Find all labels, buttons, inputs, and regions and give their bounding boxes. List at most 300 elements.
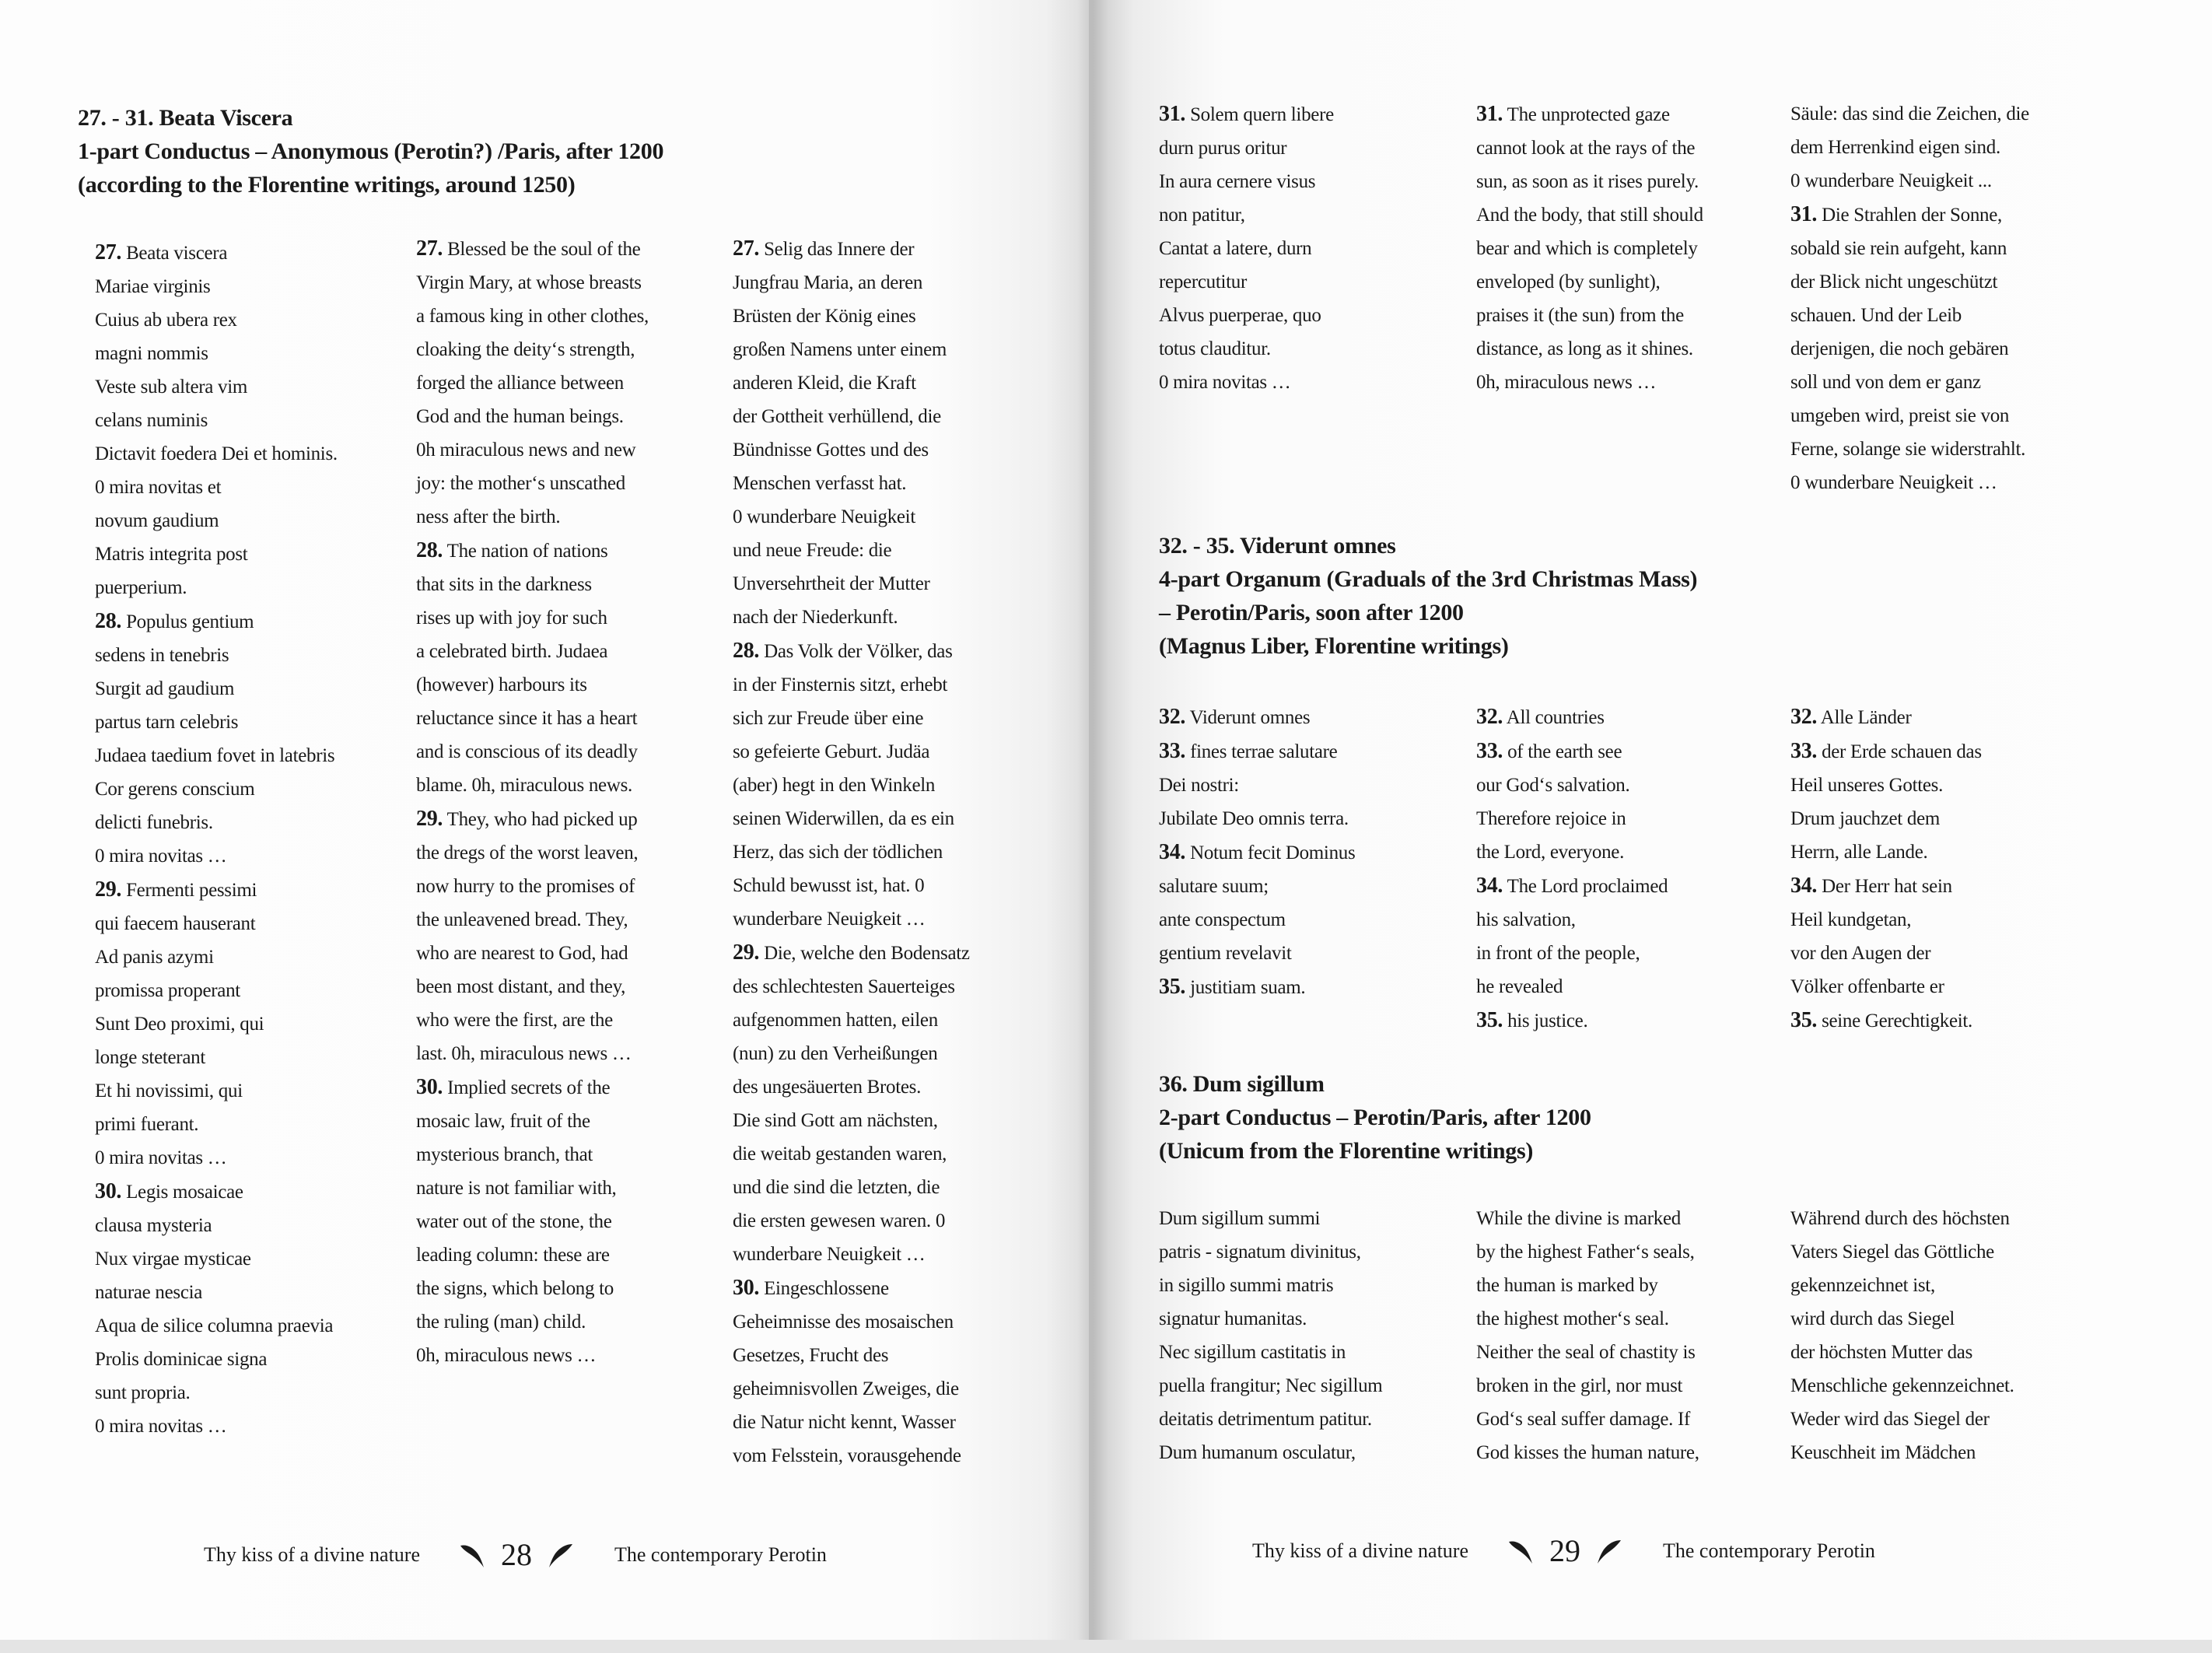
verse-number: 35. — [1159, 975, 1186, 999]
verse-text: Cuius ab ubera rex — [95, 310, 237, 331]
text-line — [1790, 700, 1982, 734]
verse-text: totus clauditur. — [1159, 338, 1271, 359]
text-line — [95, 571, 402, 604]
text-line — [733, 1406, 1040, 1439]
text-line — [1790, 869, 1982, 903]
verse-text: Drum jauchzet dem — [1790, 808, 1941, 829]
heading-line: (according to the Florentine writings, around 1250) — [78, 172, 576, 198]
verse-text: the ruling (man) child. — [416, 1312, 586, 1333]
verse-text: In aura cernere visus — [1159, 171, 1316, 192]
verse-text: anderen Kleid, die Kraft — [733, 373, 916, 394]
text-line — [1476, 97, 1783, 131]
verse-text: Legis mosaicae — [126, 1182, 243, 1203]
verse-text: Heil kundgetan, — [1790, 909, 1912, 930]
text-line — [1159, 198, 1466, 232]
text-line — [733, 970, 1040, 1003]
text-line — [1159, 232, 1466, 265]
verse-text: Fermenti pessimi — [126, 880, 257, 901]
text-line — [1790, 1003, 1982, 1038]
text-line — [733, 299, 1040, 333]
text-line — [416, 400, 723, 433]
text-line — [733, 1070, 1040, 1104]
text-line — [733, 1339, 1040, 1372]
heading-line: 4-part Organum (Graduals of the 3rd Christmas Mass) — [1159, 566, 1698, 592]
verse-text: ante conspectum — [1159, 909, 1286, 930]
text-line — [95, 437, 402, 471]
verse-text: Blessed be the soul of the — [447, 239, 641, 260]
text-line — [416, 635, 723, 668]
text-line — [1790, 1369, 2014, 1403]
verse-text: 0h, miraculous news … — [1476, 372, 1657, 393]
verse-number: 34. — [1476, 874, 1503, 898]
verse-text: 0 mira novitas … — [95, 1416, 227, 1437]
heading-line: 27. - 31. Beata Viscera — [78, 105, 293, 131]
verse-text: der Gottheit verhüllend, die — [733, 406, 941, 427]
verse-text: soll und von dem er ganz — [1790, 372, 1981, 393]
text-line — [1159, 734, 1466, 769]
verse-text: Matris integrita post — [95, 544, 248, 565]
verse-text: Veste sub altera vim — [95, 376, 248, 397]
verse-text: 0 mira novitas et — [95, 477, 222, 498]
verse-text: a celebrated birth. Judaea — [416, 641, 608, 662]
verse-text: God and the human beings. — [416, 406, 624, 427]
page-number: 29 — [1549, 1533, 1580, 1568]
verse-number: 29. — [416, 807, 443, 831]
verse-text: non patitur, — [1159, 205, 1245, 226]
text-line — [1159, 970, 1466, 1004]
verse-text: the unleavened bread. They, — [416, 909, 628, 930]
verse-text: der Erde schauen das — [1822, 741, 1982, 762]
verse-text: qui faecem hauserant — [95, 913, 256, 934]
text-line — [416, 1339, 723, 1372]
verse-text: God kisses the human nature, — [1476, 1442, 1699, 1463]
text-line — [733, 668, 1040, 702]
verse-text: seinen Widerwillen, da es ein — [733, 808, 954, 829]
text-line — [1159, 1369, 1466, 1403]
verse-text: The nation of nations — [446, 541, 608, 562]
english-column-beata-viscera — [416, 232, 723, 1372]
verse-text: by the highest Father‘s seals, — [1476, 1242, 1695, 1263]
verse-text: wunderbare Neuigkeit … — [733, 909, 926, 930]
text-line — [95, 270, 402, 303]
verse-text: deitatis detrimentum patitur. — [1159, 1409, 1372, 1430]
text-line — [1159, 165, 1466, 198]
verse-text: seine Gerechtigkeit. — [1822, 1010, 1972, 1031]
text-line — [733, 735, 1040, 769]
text-line — [1790, 332, 2029, 366]
verse-text: Unversehrtheit der Mutter — [733, 573, 930, 594]
verse-text: der höchsten Mutter das — [1790, 1342, 1973, 1363]
text-line — [1790, 131, 2029, 164]
verse-text: Viderunt omnes — [1189, 707, 1311, 728]
text-line — [95, 236, 402, 270]
verse-text: primi fuerant. — [95, 1114, 199, 1135]
english-column-dum-sigillum — [1476, 1202, 1783, 1469]
text-line — [733, 936, 1040, 970]
verse-number: 35. — [1790, 1008, 1818, 1032]
text-line — [733, 1003, 1040, 1037]
german-column-beata-viscera — [733, 232, 1040, 1473]
verse-text: Populus gentium — [126, 611, 254, 632]
text-line — [1159, 1336, 1466, 1369]
verse-text: in sigillo summi matris — [1159, 1275, 1334, 1296]
verse-text: nature is not familiar with, — [416, 1178, 617, 1199]
text-line — [1790, 769, 1982, 802]
verse-number: 33. — [1159, 739, 1186, 763]
heading-line: – Perotin/Paris, soon after 1200 — [1159, 600, 1464, 625]
text-line — [95, 940, 402, 974]
verse-number: 30. — [95, 1179, 122, 1203]
text-line — [1476, 1202, 1783, 1235]
verse-text: und neue Freude: die — [733, 540, 892, 561]
english-column-solem — [1476, 97, 1783, 399]
verse-text: cloaking the deity‘s strength, — [416, 339, 635, 360]
text-line — [1476, 1302, 1783, 1336]
text-line — [416, 1138, 723, 1171]
verse-text: wunderbare Neuigkeit … — [733, 1244, 926, 1265]
text-line — [95, 1007, 402, 1041]
verse-text: des ungesäuerten Brotes. — [733, 1077, 922, 1098]
section-heading-beata-viscera — [78, 101, 663, 201]
text-line — [1159, 1202, 1466, 1235]
text-line — [95, 303, 402, 337]
text-line — [1159, 332, 1466, 366]
text-line — [733, 567, 1040, 601]
text-line — [416, 1171, 723, 1205]
text-line — [416, 568, 723, 601]
verse-text: Beata viscera — [126, 243, 228, 264]
text-line — [1476, 769, 1783, 802]
verse-text: wird durch das Siegel — [1790, 1308, 1955, 1329]
text-line — [1159, 265, 1466, 299]
text-line — [95, 672, 402, 706]
heading-line: 32. - 35. Viderunt omnes — [1159, 533, 1396, 559]
verse-text: celans numinis — [95, 410, 208, 431]
verse-text: vor den Augen der — [1790, 943, 1931, 964]
german-column-solem — [1790, 97, 2029, 499]
verse-number: 28. — [95, 609, 122, 633]
text-line — [1159, 835, 1466, 870]
text-line — [1476, 198, 1783, 232]
verse-text: Herrn, alle Lande. — [1790, 842, 1928, 863]
text-line — [733, 366, 1040, 400]
right-page-footer — [1252, 1532, 1875, 1569]
text-line — [416, 1305, 723, 1339]
text-line — [416, 500, 723, 534]
text-line — [1790, 198, 2029, 232]
verse-text: nach der Niederkunft. — [733, 607, 898, 628]
verse-text: justitiam suam. — [1190, 977, 1306, 998]
verse-text: All countries — [1506, 707, 1605, 728]
text-line — [95, 873, 402, 907]
verse-text: fines terrae salutare — [1190, 741, 1338, 762]
text-line — [95, 337, 402, 370]
text-line — [733, 1104, 1040, 1137]
verse-text: mysterious branch, that — [416, 1144, 593, 1165]
text-line — [95, 806, 402, 839]
text-line — [1476, 970, 1783, 1003]
heading-line: (Unicum from the Florentine writings) — [1159, 1138, 1534, 1164]
text-line — [1476, 232, 1783, 265]
verse-text: und die sind die letzten, die — [733, 1177, 940, 1198]
text-line — [733, 1171, 1040, 1204]
text-line — [416, 299, 723, 333]
text-line — [1790, 1302, 2014, 1336]
verse-text: Vaters Siegel das Göttliche — [1790, 1242, 1994, 1263]
text-line — [1790, 1202, 2014, 1235]
verse-text: der Blick nicht ungeschützt — [1790, 271, 1998, 292]
text-line — [1476, 1436, 1783, 1469]
text-line — [733, 333, 1040, 366]
footer-book-subtitle: The contemporary Perotin — [614, 1543, 827, 1566]
text-line — [95, 839, 402, 873]
verse-text: he revealed — [1476, 976, 1563, 997]
verse-text: Selig das Innere der — [764, 239, 915, 260]
verse-text: sich zur Freude über eine — [733, 708, 924, 729]
verse-text: The Lord proclaimed — [1507, 876, 1668, 897]
left-page-footer — [204, 1536, 827, 1573]
verse-text: praises it (the sun) from the — [1476, 305, 1684, 326]
text-line — [416, 1070, 723, 1105]
verse-number: 32. — [1159, 705, 1186, 729]
text-line — [1159, 1403, 1466, 1436]
book-gutter — [1077, 0, 1108, 1653]
text-line — [1790, 835, 1982, 869]
text-line — [1476, 1235, 1783, 1269]
text-line — [1790, 466, 2029, 499]
text-line — [1476, 1336, 1783, 1369]
verse-text: Virgin Mary, at whose breasts — [416, 272, 642, 293]
text-line — [95, 706, 402, 739]
text-line — [1159, 903, 1466, 937]
verse-number: 35. — [1476, 1008, 1503, 1032]
verse-text: des schlechtesten Sauerteiges — [733, 976, 955, 997]
verse-text: our God‘s salvation. — [1476, 775, 1630, 796]
verse-text: Alvus puerperae, quo — [1159, 305, 1321, 326]
text-line — [95, 772, 402, 806]
text-line — [1159, 97, 1466, 131]
verse-text: partus tarn celebris — [95, 712, 239, 733]
verse-text: die ersten gewesen waren. 0 — [733, 1210, 946, 1231]
text-line — [416, 735, 723, 769]
text-line — [416, 836, 723, 870]
verse-text: so gefeierte Geburt. Judäa — [733, 741, 930, 762]
text-line — [416, 937, 723, 970]
footer-book-subtitle: The contemporary Perotin — [1663, 1539, 1875, 1562]
verse-text: Menschen verfasst hat. — [733, 473, 907, 494]
footer-book-title: Thy kiss of a divine nature — [1252, 1539, 1468, 1562]
text-line — [1159, 802, 1466, 835]
verse-text: Gesetzes, Frucht des — [733, 1345, 889, 1366]
german-column-dum-sigillum — [1790, 1202, 2014, 1469]
text-line — [1790, 1235, 2014, 1269]
text-line — [733, 702, 1040, 735]
text-line — [733, 232, 1040, 266]
verse-text: Prolis dominicae signa — [95, 1349, 268, 1370]
verse-text: Ferne, solange sie widerstrahlt. — [1790, 439, 2026, 460]
verse-text: Keuschheit im Mädchen — [1790, 1442, 1976, 1463]
verse-text: Mariae virginis — [95, 276, 211, 297]
verse-text: Ad panis azymi — [95, 947, 214, 968]
verse-text: Herz, das sich der tödlichen — [733, 842, 943, 863]
text-line — [1159, 769, 1466, 802]
verse-text: in der Finsternis sitzt, erhebt — [733, 674, 948, 695]
verse-text: Surgit ad gaudium — [95, 678, 235, 699]
verse-text: of the earth see — [1507, 741, 1622, 762]
verse-text: Dum sigillum summi — [1159, 1208, 1321, 1229]
verse-text: puella frangitur; Nec sigillum — [1159, 1375, 1383, 1396]
verse-text: the dregs of the worst leaven, — [416, 842, 639, 863]
verse-number: 34. — [1159, 840, 1186, 864]
text-line — [416, 266, 723, 299]
verse-text: that sits in the darkness — [416, 574, 592, 595]
verse-number: 31. — [1790, 202, 1818, 226]
latin-column-dum-sigillum — [1159, 1202, 1466, 1469]
verse-text: Solem quern libere — [1190, 104, 1334, 125]
verse-text: Eingeschlossene — [764, 1278, 889, 1299]
verse-text: signatur humanitas. — [1159, 1308, 1307, 1329]
verse-text: now hurry to the promises of — [416, 876, 635, 897]
latin-column-beata-viscera — [95, 236, 402, 1443]
text-line — [416, 333, 723, 366]
text-line — [1476, 332, 1783, 366]
text-line — [416, 903, 723, 937]
text-line — [95, 1175, 402, 1209]
text-line — [1790, 97, 2029, 131]
text-line — [1476, 869, 1783, 903]
text-line — [95, 1276, 402, 1309]
verse-text: who are nearest to God, had — [416, 943, 628, 964]
text-line — [416, 802, 723, 836]
verse-text: Dum humanum osculatur, — [1159, 1442, 1356, 1463]
verse-number: 29. — [733, 940, 760, 965]
verse-number: 27. — [733, 236, 760, 261]
verse-text: novum gaudium — [95, 510, 219, 531]
verse-text: 0 wunderbare Neuigkeit … — [1790, 472, 1997, 493]
text-line — [733, 1037, 1040, 1070]
verse-text: the Lord, everyone. — [1476, 842, 1625, 863]
verse-text: vom Felsstein, vorausgehende — [733, 1445, 961, 1466]
text-line — [416, 1105, 723, 1138]
verse-text: sunt propria. — [95, 1382, 191, 1403]
verse-text: Die, welche den Bodensatz — [764, 943, 970, 964]
text-line — [1159, 1269, 1466, 1302]
verse-text: Jungfrau Maria, an deren — [733, 272, 923, 293]
verse-text: his salvation, — [1476, 909, 1576, 930]
verse-text: Völker offenbarte er — [1790, 976, 1944, 997]
text-line — [1159, 1436, 1466, 1469]
text-line — [95, 604, 402, 639]
verse-text: While the divine is marked — [1476, 1208, 1681, 1229]
verse-number: 30. — [733, 1276, 760, 1300]
text-line — [733, 802, 1040, 835]
verse-text: reluctance since it has a heart — [416, 708, 638, 729]
verse-number: 31. — [1159, 102, 1186, 126]
text-line — [95, 1108, 402, 1141]
heading-line: (Magnus Liber, Florentine writings) — [1159, 633, 1509, 659]
verse-text: derjenigen, die noch gebären — [1790, 338, 2009, 359]
text-line — [733, 433, 1040, 467]
text-line — [1476, 802, 1783, 835]
text-line — [1159, 1235, 1466, 1269]
verse-text: umgeben wird, preist sie von — [1790, 405, 2010, 426]
verse-text: 0h miraculous news and new — [416, 440, 636, 461]
verse-text: who were the first, are the — [416, 1010, 613, 1031]
text-line — [1159, 366, 1466, 399]
verse-text: Schuld bewusst ist, hat. 0 — [733, 875, 925, 896]
text-line — [1476, 366, 1783, 399]
text-line — [1790, 366, 2029, 399]
verse-text: Dictavit foedera Dei et hominis. — [95, 443, 338, 464]
verse-text: The unprotected gaze — [1507, 104, 1670, 125]
verse-text: longe steterant — [95, 1047, 205, 1068]
verse-text: enveloped (by sunlight), — [1476, 271, 1661, 292]
text-line — [416, 702, 723, 735]
text-line — [95, 1041, 402, 1074]
verse-text: Die Strahlen der Sonne, — [1822, 205, 2002, 226]
text-line — [733, 1238, 1040, 1271]
text-line — [1790, 299, 2029, 332]
verse-text: salutare suum; — [1159, 876, 1269, 897]
verse-text: the highest mother‘s seal. — [1476, 1308, 1669, 1329]
text-line — [416, 366, 723, 400]
verse-text: mosaic law, fruit of the — [416, 1111, 590, 1132]
verse-number: 28. — [733, 639, 760, 663]
text-line — [1159, 937, 1466, 970]
verse-text: 0 mira novitas … — [1159, 372, 1291, 393]
verse-text: and is conscious of its deadly — [416, 741, 638, 762]
text-line — [95, 370, 402, 404]
text-line — [733, 400, 1040, 433]
verse-text: Brüsten der König eines — [733, 306, 916, 327]
text-line — [416, 970, 723, 1003]
verse-text: Geheimnisse des mosaischen — [733, 1312, 954, 1333]
text-line — [1159, 131, 1466, 165]
verse-text: naturae nescia — [95, 1282, 203, 1303]
text-line — [95, 504, 402, 538]
text-line — [416, 467, 723, 500]
text-line — [733, 266, 1040, 299]
text-line — [1790, 1403, 2014, 1436]
leaf-flourish-icon — [459, 1541, 487, 1569]
text-line — [1159, 870, 1466, 903]
footer-book-title: Thy kiss of a divine nature — [204, 1543, 420, 1566]
text-line — [733, 769, 1040, 802]
text-line — [95, 1242, 402, 1276]
text-line — [416, 433, 723, 467]
verse-number: 33. — [1790, 739, 1818, 763]
verse-number: 27. — [95, 240, 122, 264]
heading-line: 36. Dum sigillum — [1159, 1071, 1325, 1097]
verse-text: broken in the girl, nor must — [1476, 1375, 1683, 1396]
text-line — [95, 639, 402, 672]
text-line — [1790, 164, 2029, 198]
german-column-viderunt — [1790, 700, 1982, 1038]
page-number: 28 — [501, 1537, 532, 1572]
section-heading-viderunt-omnes — [1159, 529, 1697, 663]
text-line — [1790, 399, 2029, 433]
text-line — [733, 1439, 1040, 1473]
verse-text: delicti funebris. — [95, 812, 213, 833]
text-line — [1790, 1336, 2014, 1369]
heading-line: 2-part Conductus – Perotin/Paris, after 1200 — [1159, 1105, 1591, 1130]
latin-column-viderunt — [1159, 700, 1466, 1004]
verse-text: magni nommis — [95, 343, 208, 364]
verse-text: forged the alliance between — [416, 373, 624, 394]
text-line — [416, 601, 723, 635]
verse-text: sedens in tenebris — [95, 645, 229, 666]
verse-text: (however) harbours its — [416, 674, 587, 695]
